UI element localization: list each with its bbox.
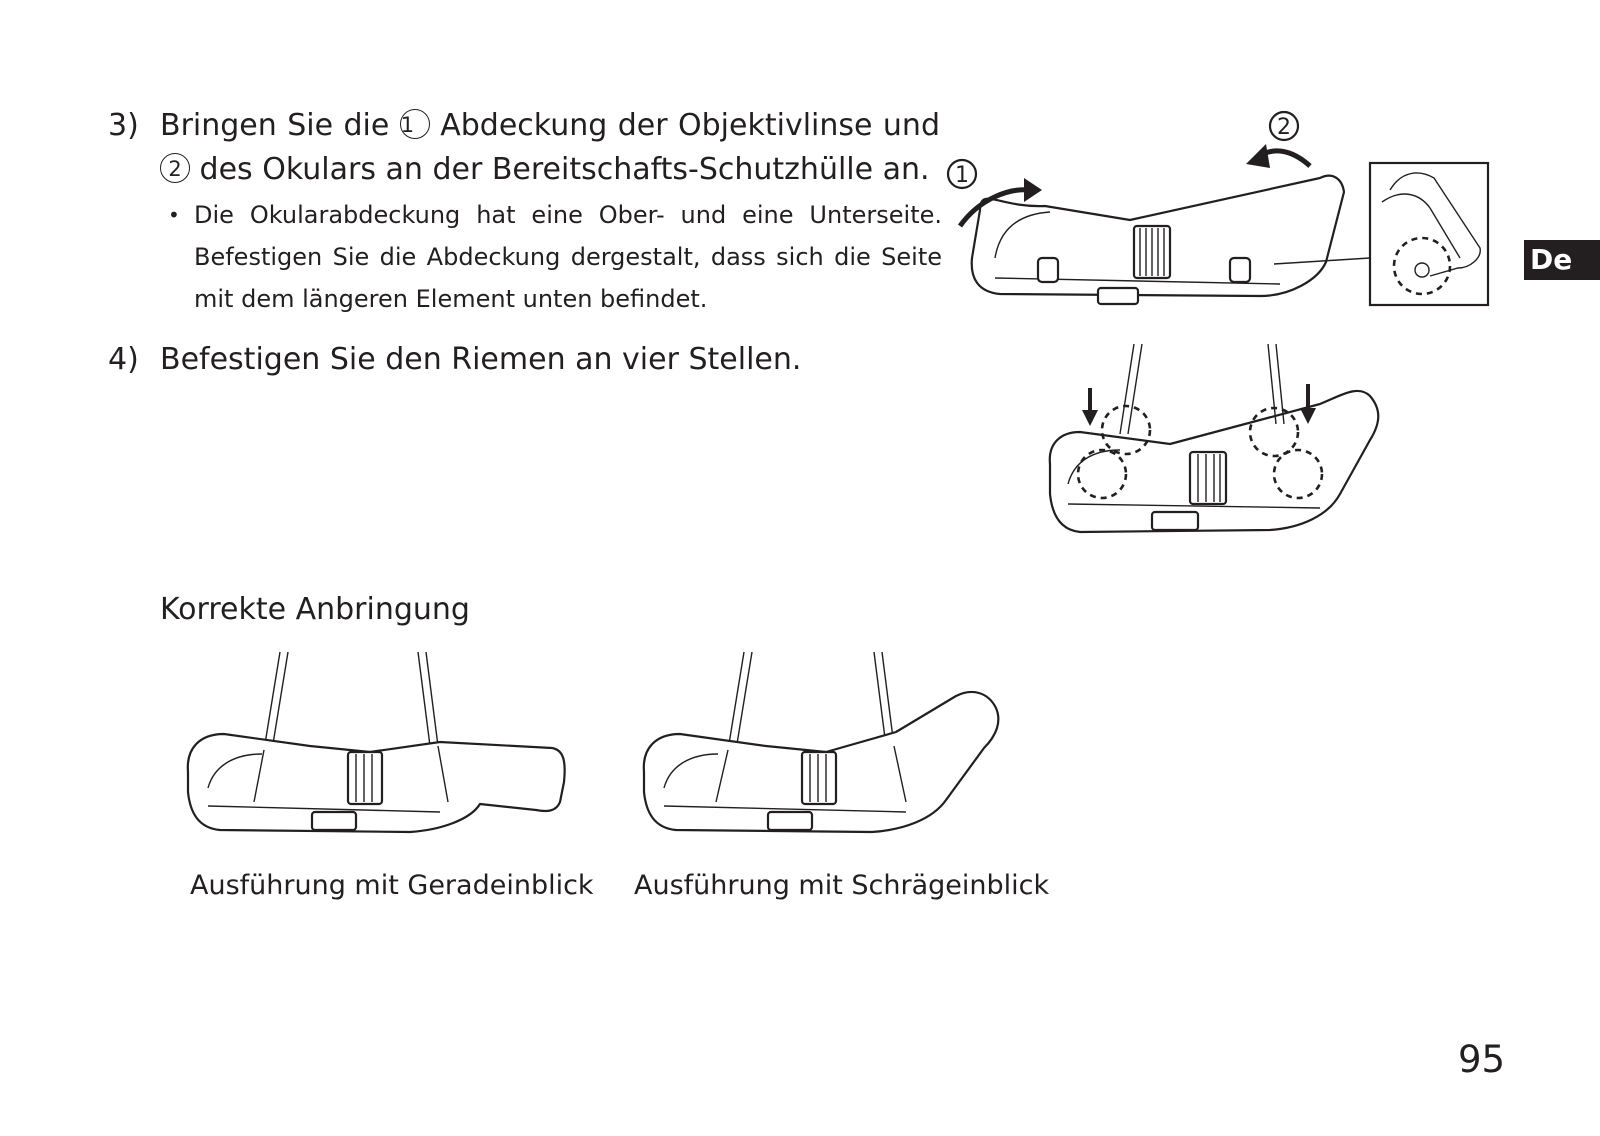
step-number: 3) (108, 108, 139, 143)
caption-angled: Ausführung mit Schrägeinblick (634, 870, 1050, 901)
page-number: 95 (1458, 1038, 1506, 1081)
step-number: 4) (108, 342, 139, 377)
figure-label-2: 2 (1277, 115, 1291, 140)
step-3-note (168, 194, 942, 320)
bullet: • (168, 203, 180, 227)
marker-2-icon: 2 (160, 153, 190, 183)
section-title: Korrekte Anbringung (160, 592, 470, 627)
step-3-line-1: Bringen Sie die 1 Abdeckung der Objektivlinse und (160, 108, 940, 143)
curved-arrow-2-icon (1246, 144, 1310, 168)
caption-straight: Ausführung mit Geradeinblick (190, 870, 594, 901)
step-text (160, 104, 940, 192)
note-line-2: Befestigen Sie die Abdeckung dergestalt, dass sich die Seite (194, 243, 942, 271)
note-line-3: mit dem längeren Element unten befindet. (194, 285, 708, 313)
marker-1-icon: 1 (400, 109, 430, 139)
figure-strap-four-points (1040, 344, 1400, 544)
note-line-1: Die Okularabdeckung hat eine Ober- und eine Unterseite. (194, 201, 942, 229)
figure-attach-covers (950, 108, 1510, 318)
figure-straight-model (180, 652, 570, 852)
down-arrow-left-icon (1082, 388, 1098, 426)
figure-angled-model (636, 652, 1016, 852)
step-3 (108, 104, 948, 194)
step-3-line-2: 2 des Okulars an der Bereitschafts-Schutzhülle an. (160, 148, 940, 192)
language-tab: De (1524, 240, 1600, 280)
figure-label-1: 1 (955, 163, 969, 188)
step-4 (108, 338, 908, 382)
step-text: Befestigen Sie den Riemen an vier Stellen. (160, 342, 802, 377)
